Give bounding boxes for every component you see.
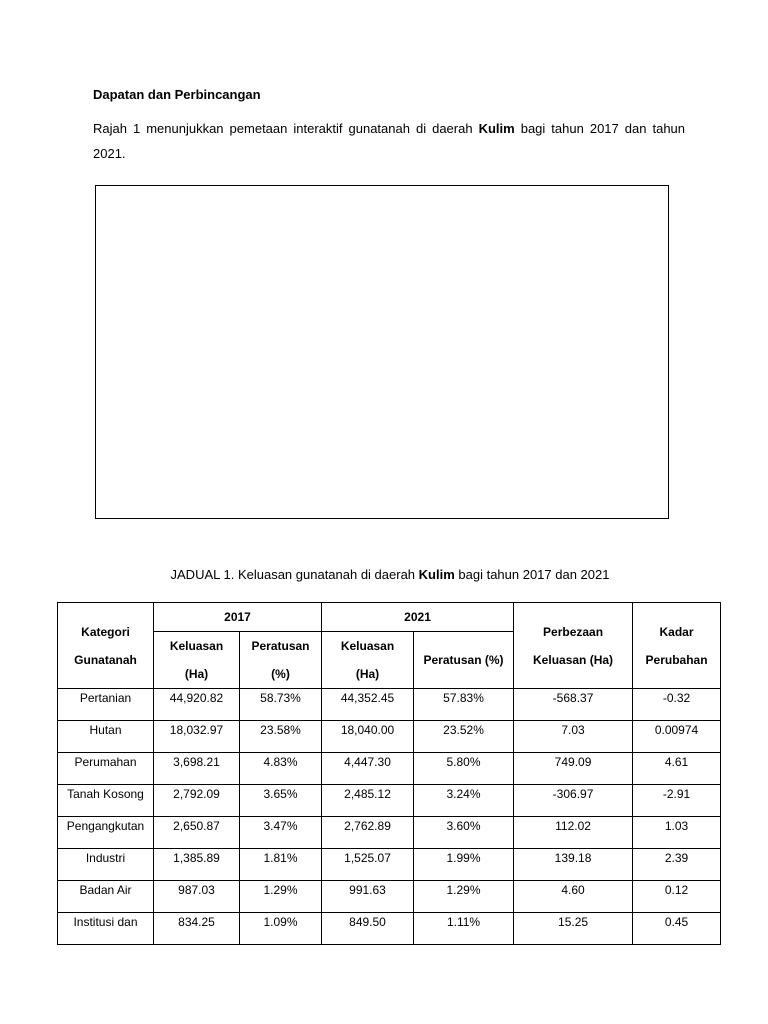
cell-peratusan-2021: 1.29% xyxy=(414,881,514,913)
header-keluasan-2017 xyxy=(154,632,240,689)
cell-perbezaan: 112.02 xyxy=(514,817,633,849)
cell-kategori: Pengangkutan xyxy=(58,817,154,849)
caption-bold-place: Kulim xyxy=(418,567,455,582)
cell-kategori: Pertanian xyxy=(58,689,154,721)
cell-keluasan-2021: 2,762.89 xyxy=(322,817,414,849)
cell-kadar: -0.32 xyxy=(633,689,721,721)
table-caption xyxy=(0,567,768,582)
section-title: Dapatan dan Perbincangan xyxy=(93,87,261,102)
header-kadar-line1: Kadar xyxy=(659,624,694,639)
cell-peratusan-2021: 1.11% xyxy=(414,913,514,945)
header-perbezaan-line1: Perbezaan xyxy=(543,624,604,639)
cell-keluasan-2017: 1,385.89 xyxy=(154,849,240,881)
cell-peratusan-2017: 3.65% xyxy=(240,785,322,817)
cell-keluasan-2017: 834.25 xyxy=(154,913,240,945)
cell-peratusan-2017: 4.83% xyxy=(240,753,322,785)
cell-keluasan-2021: 991.63 xyxy=(322,881,414,913)
cell-peratusan-2021: 1.99% xyxy=(414,849,514,881)
table-row xyxy=(58,913,721,945)
cell-kategori: Tanah Kosong xyxy=(58,785,154,817)
cell-peratusan-2021: 23.52% xyxy=(414,721,514,753)
cell-kadar: 0.12 xyxy=(633,881,721,913)
cell-kadar: 0.45 xyxy=(633,913,721,945)
cell-kadar: 4.61 xyxy=(633,753,721,785)
header-kadar-line2: Perubahan xyxy=(645,652,708,667)
cell-peratusan-2021: 57.83% xyxy=(414,689,514,721)
caption-text-after: bagi tahun 2017 dan 2021 xyxy=(454,567,610,582)
cell-kadar: -2.91 xyxy=(633,785,721,817)
cell-kategori: Badan Air xyxy=(58,881,154,913)
cell-keluasan-2021: 2,485.12 xyxy=(322,785,414,817)
header-perbezaan-line2: Keluasan (Ha) xyxy=(533,652,614,667)
header-peratusan-2017-line2: (%) xyxy=(271,667,290,681)
cell-perbezaan: 15.25 xyxy=(514,913,633,945)
header-kadar xyxy=(633,603,721,689)
cell-kadar: 0.00974 xyxy=(633,721,721,753)
table-row xyxy=(58,721,721,753)
table-row xyxy=(58,817,721,849)
cell-keluasan-2017: 18,032.97 xyxy=(154,721,240,753)
cell-perbezaan: 7.03 xyxy=(514,721,633,753)
header-keluasan-2017-line1: Keluasan xyxy=(169,639,224,653)
header-kategori xyxy=(58,603,154,689)
cell-keluasan-2021: 18,040.00 xyxy=(322,721,414,753)
cell-peratusan-2017: 3.47% xyxy=(240,817,322,849)
figure-placeholder-box xyxy=(95,185,669,519)
header-peratusan-2017 xyxy=(240,632,322,689)
header-kategori-line2: Gunatanah xyxy=(74,652,137,667)
cell-perbezaan: -306.97 xyxy=(514,785,633,817)
table-row xyxy=(58,881,721,913)
cell-kategori: Perumahan xyxy=(58,753,154,785)
intro-bold-place: Kulim xyxy=(478,121,515,136)
cell-peratusan-2021: 3.60% xyxy=(414,817,514,849)
cell-peratusan-2017: 58.73% xyxy=(240,689,322,721)
cell-kategori: Hutan xyxy=(58,721,154,753)
table-row xyxy=(58,785,721,817)
cell-kategori: Institusi dan xyxy=(58,913,154,945)
cell-keluasan-2021: 849.50 xyxy=(322,913,414,945)
cell-peratusan-2017: 1.29% xyxy=(240,881,322,913)
cell-keluasan-2021: 1,525.07 xyxy=(322,849,414,881)
landuse-table xyxy=(57,602,721,945)
cell-peratusan-2017: 1.09% xyxy=(240,913,322,945)
table-row xyxy=(58,753,721,785)
cell-keluasan-2021: 44,352.45 xyxy=(322,689,414,721)
intro-paragraph xyxy=(93,116,685,166)
header-keluasan-2021 xyxy=(322,632,414,689)
header-perbezaan xyxy=(514,603,633,689)
header-year-2021: 2021 xyxy=(322,603,514,632)
cell-keluasan-2017: 2,792.09 xyxy=(154,785,240,817)
cell-peratusan-2017: 23.58% xyxy=(240,721,322,753)
cell-kategori: Industri xyxy=(58,849,154,881)
cell-kadar: 2.39 xyxy=(633,849,721,881)
header-kategori-line1: Kategori xyxy=(81,624,130,639)
cell-keluasan-2017: 44,920.82 xyxy=(154,689,240,721)
intro-text-before: Rajah 1 menunjukkan pemetaan interaktif gunatanah di daerah xyxy=(93,121,479,136)
cell-perbezaan: 4.60 xyxy=(514,881,633,913)
header-keluasan-2017-line2: (Ha) xyxy=(184,667,209,681)
header-peratusan-2021: Peratusan (%) xyxy=(414,632,514,689)
cell-perbezaan: -568.37 xyxy=(514,689,633,721)
cell-perbezaan: 139.18 xyxy=(514,849,633,881)
cell-keluasan-2017: 2,650.87 xyxy=(154,817,240,849)
intro-text-after: bagi tahun 2017 dan tahun 2021. xyxy=(93,121,686,161)
cell-peratusan-2021: 5.80% xyxy=(414,753,514,785)
cell-kadar: 1.03 xyxy=(633,817,721,849)
header-year-2017: 2017 xyxy=(154,603,322,632)
header-keluasan-2021-line2: (Ha) xyxy=(355,667,380,681)
cell-perbezaan: 749.09 xyxy=(514,753,633,785)
cell-keluasan-2021: 4,447.30 xyxy=(322,753,414,785)
table-row xyxy=(58,689,721,721)
cell-keluasan-2017: 3,698.21 xyxy=(154,753,240,785)
header-peratusan-2017-line1: Peratusan xyxy=(251,639,310,653)
cell-peratusan-2021: 3.24% xyxy=(414,785,514,817)
header-keluasan-2021-line1: Keluasan xyxy=(340,639,395,653)
table-row xyxy=(58,849,721,881)
cell-keluasan-2017: 987.03 xyxy=(154,881,240,913)
cell-peratusan-2017: 1.81% xyxy=(240,849,322,881)
caption-text-before: JADUAL 1. Keluasan gunatanah di daerah xyxy=(170,567,419,582)
